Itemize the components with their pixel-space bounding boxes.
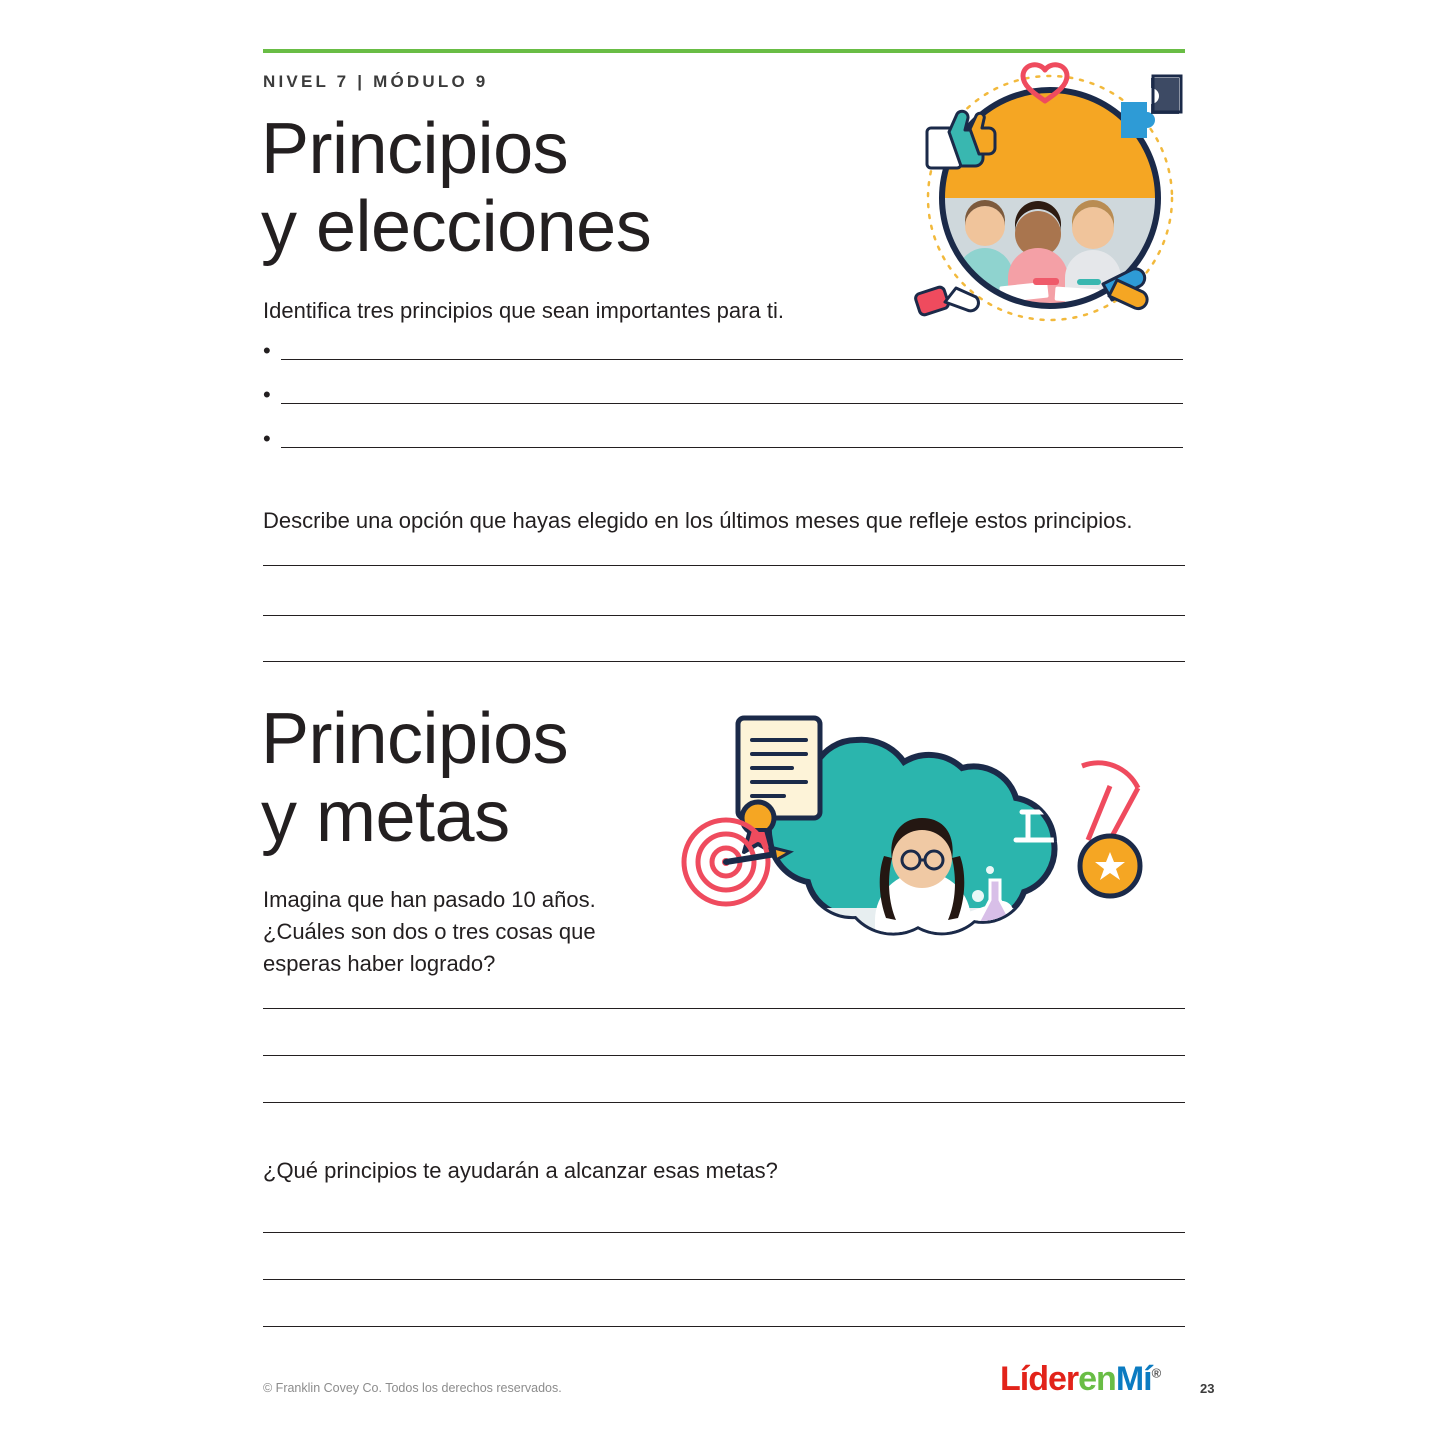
section2-prompt: Imagina que han pasado 10 años. ¿Cuáles son dos o tres cosas que esperas haber logrado? [263, 887, 596, 976]
bullet-dot: • [263, 382, 271, 407]
answer-line[interactable] [263, 1008, 1185, 1009]
section2-title-line1: Principios [261, 699, 569, 779]
answer-line[interactable] [263, 1279, 1185, 1280]
logo-part-mi: Mí [1115, 1360, 1152, 1398]
answer-line[interactable] [263, 1232, 1185, 1233]
answer-line[interactable] [263, 1055, 1185, 1056]
answer-line[interactable] [263, 661, 1185, 662]
answer-line[interactable] [263, 1102, 1185, 1103]
page-number: 23 [1200, 1381, 1215, 1396]
bullet-answer-row[interactable] [263, 420, 1183, 464]
section2-title [261, 700, 691, 856]
logo-registered-mark: ® [1151, 1365, 1161, 1381]
bullet-answer-row[interactable] [263, 332, 1183, 376]
answer-line[interactable] [281, 447, 1183, 448]
bullet-answer-row[interactable] [263, 376, 1183, 420]
section1-title [261, 110, 901, 266]
bullet-dot: • [263, 426, 271, 451]
section1-prompt: Identifica tres principios que sean importantes para ti. [263, 298, 784, 323]
bullet-dot: • [263, 338, 271, 363]
section1-title-line2: y elecciones [261, 187, 652, 267]
logo-part-lider: Líder [1000, 1360, 1079, 1398]
lider-en-mi-logo [1000, 1360, 1160, 1399]
science-lab-illustration [660, 700, 1190, 990]
teens-collaborating-illustration [905, 48, 1195, 333]
section1-prompt-2: Describe una opción que hayas elegido en los últimos meses que refleje estos principios. [263, 508, 1133, 533]
logo-part-en: en [1078, 1360, 1116, 1398]
section1-title-line1: Principios [261, 109, 569, 189]
answer-line[interactable] [263, 1326, 1185, 1327]
footer-copyright: © Franklin Covey Co. Todos los derechos reservados. [263, 1381, 562, 1395]
section2-title-line2: y metas [261, 777, 510, 857]
module-eyebrow: NIVEL 7 | MÓDULO 9 [263, 72, 489, 91]
answer-line[interactable] [263, 615, 1185, 616]
section2-prompt-2: ¿Qué principios te ayudarán a alcanzar esas metas? [263, 1158, 778, 1183]
answer-line[interactable] [281, 359, 1183, 360]
answer-line[interactable] [281, 403, 1183, 404]
answer-line[interactable] [263, 565, 1185, 566]
